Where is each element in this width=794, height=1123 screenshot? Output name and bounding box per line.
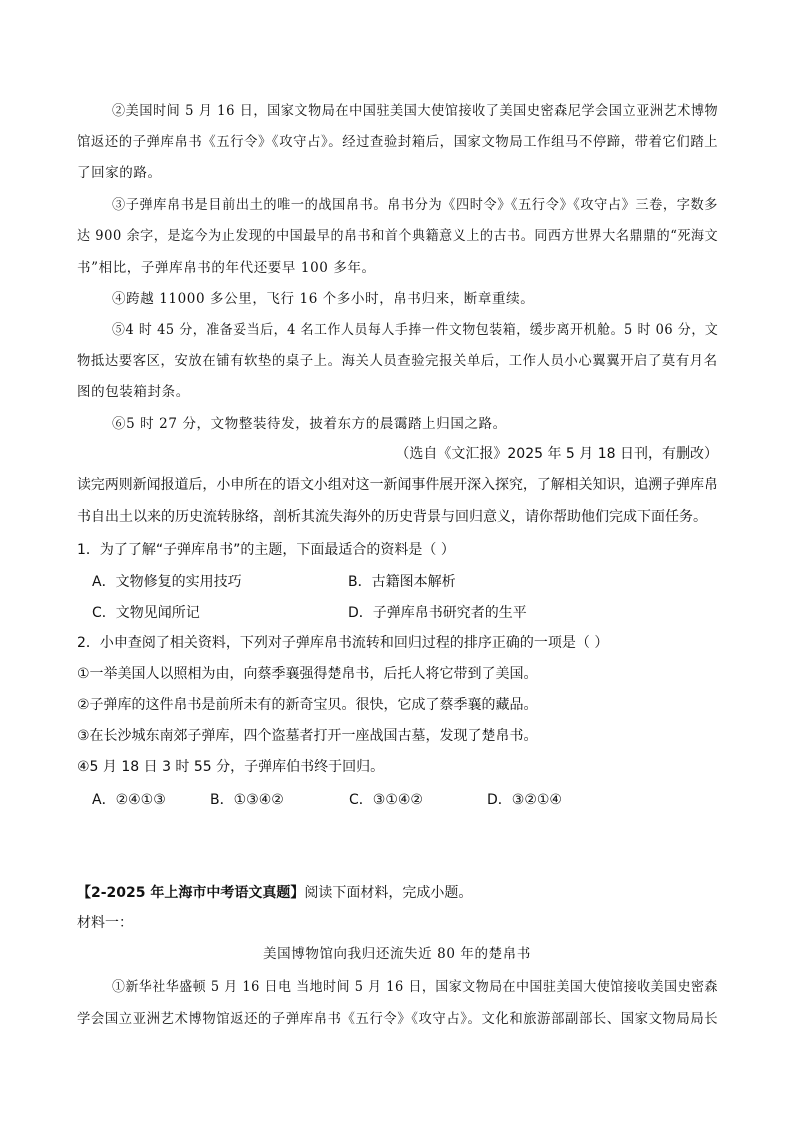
para-3-line-1: ③子弹库帛书是目前出土的唯一的战国帛书。帛书分为《四时令》《五行令》《攻守占》三卷，字数多	[112, 197, 718, 213]
article-para-1-line-2: 学会国立亚洲艺术博物馆返还的子弹库帛书《五行令》《攻守占》。文化和旅游部副部长、国家文物局局长	[77, 1011, 719, 1027]
para-2-line-1: ②美国时间 5 月 16 日，国家文物局在中国驻美国大使馆接收了美国史密森尼学会国立亚洲艺术博物	[112, 103, 719, 119]
question-1-option-a[interactable]: A．文物修复的实用技巧	[92, 574, 242, 590]
para-2-line-3: 了回家的路。	[77, 165, 162, 181]
material-1-label: 材料一：	[77, 915, 133, 931]
article-title: 美国博物馆向我归还流失近 80 年的楚帛书	[263, 946, 531, 962]
para-3-line-3: 书”相比，子弹库帛书的年代还要早 100 多年。	[77, 260, 376, 276]
section-2-heading-instruction: 阅读下面材料，完成小题。	[304, 885, 473, 901]
para-6-line-1: ⑥5 时 27 分，文物整装待发，披着东方的晨霭踏上归国之路。	[112, 416, 507, 432]
question-2-item-2: ②子弹库的这件帛书是前所未有的新奇宝贝。很快，它成了蔡季襄的藏品。	[77, 697, 538, 713]
section-2-heading-source: 【2-2025 年上海市中考语文真题】	[77, 885, 305, 901]
question-2-stem: 2．小申查阅了相关资料，下列对子弹库帛书流转和回归过程的排序正确的一项是（ ）	[77, 635, 609, 651]
question-1-option-d[interactable]: D．子弹库帛书研究者的生平	[348, 605, 527, 621]
question-1-option-c[interactable]: C．文物见闻所记	[92, 605, 200, 621]
intro-line-2: 书自出土以来的历史流转脉络，剖析其流失海外的历史背景与回归意义，请你帮助他们完成下面任务。	[77, 509, 707, 525]
question-2-option-c[interactable]: C．③①④②	[349, 792, 423, 808]
para-5-line-1: ⑤4 时 45 分，准备妥当后，4 名工作人员每人手捧一件文物包装箱，缓步离开机舱。5 时 06 分，文	[112, 322, 719, 338]
para-4-line-1: ④跨越 11000 多公里，飞行 16 个多小时，帛书归来，断章重续。	[112, 291, 535, 307]
question-2-option-b[interactable]: B．①③④②	[210, 792, 284, 808]
para-2-line-2: 馆返还的子弹库帛书《五行令》《攻守占》。经过查验封箱后，国家文物局工作组马不停蹄，带着它们踏上	[77, 134, 719, 150]
question-2-item-4: ④5 月 18 日 3 时 55 分，子弹库伯书终于回归。	[77, 759, 385, 775]
question-2-item-1: ①一举美国人以照相为由，向蔡季襄强得楚帛书，后托人将它带到了美国。	[77, 666, 538, 682]
article-para-1-line-1: ①新华社华盛顿 5 月 16 日电 当地时间 5 月 16 日，国家文物局在中国驻美国大使馆接收美国史密森	[112, 979, 718, 995]
para-5-line-2: 物抵达要客区，安放在铺有软垫的桌子上。海关人员查验完报关单后，工作人员小心翼翼开启了莫有月名	[77, 353, 718, 369]
source-citation: （选自《文汇报》2025 年 5 月 18 日刊，有删改）	[395, 446, 718, 462]
question-2-item-3: ③在长沙城东南郊子弹库，四个盗墓者打开一座战国古墓，发现了楚帛书。	[77, 728, 538, 744]
question-2-option-a[interactable]: A．②④①③	[92, 792, 166, 808]
question-1-option-b[interactable]: B．古籍图本解析	[348, 574, 456, 590]
section-2-heading	[77, 883, 472, 903]
para-5-line-3: 图的包装箱封条。	[77, 384, 190, 400]
intro-line-1: 读完两则新闻报道后，小申所在的语文小组对这一新闻事件展开深入探究，了解相关知识，追溯子弹库帛	[77, 477, 718, 493]
para-3-line-2: 达 900 余字，是迄今为止发现的中国最早的帛书和首个典籍意义上的古书。同西方世界大名鼎鼎的“死海文	[77, 228, 719, 244]
question-2-option-d[interactable]: D．③②①④	[487, 792, 562, 808]
question-1-stem: 1．为了了解“子弹库帛书”的主题，下面最适合的资料是（ ）	[77, 542, 455, 558]
